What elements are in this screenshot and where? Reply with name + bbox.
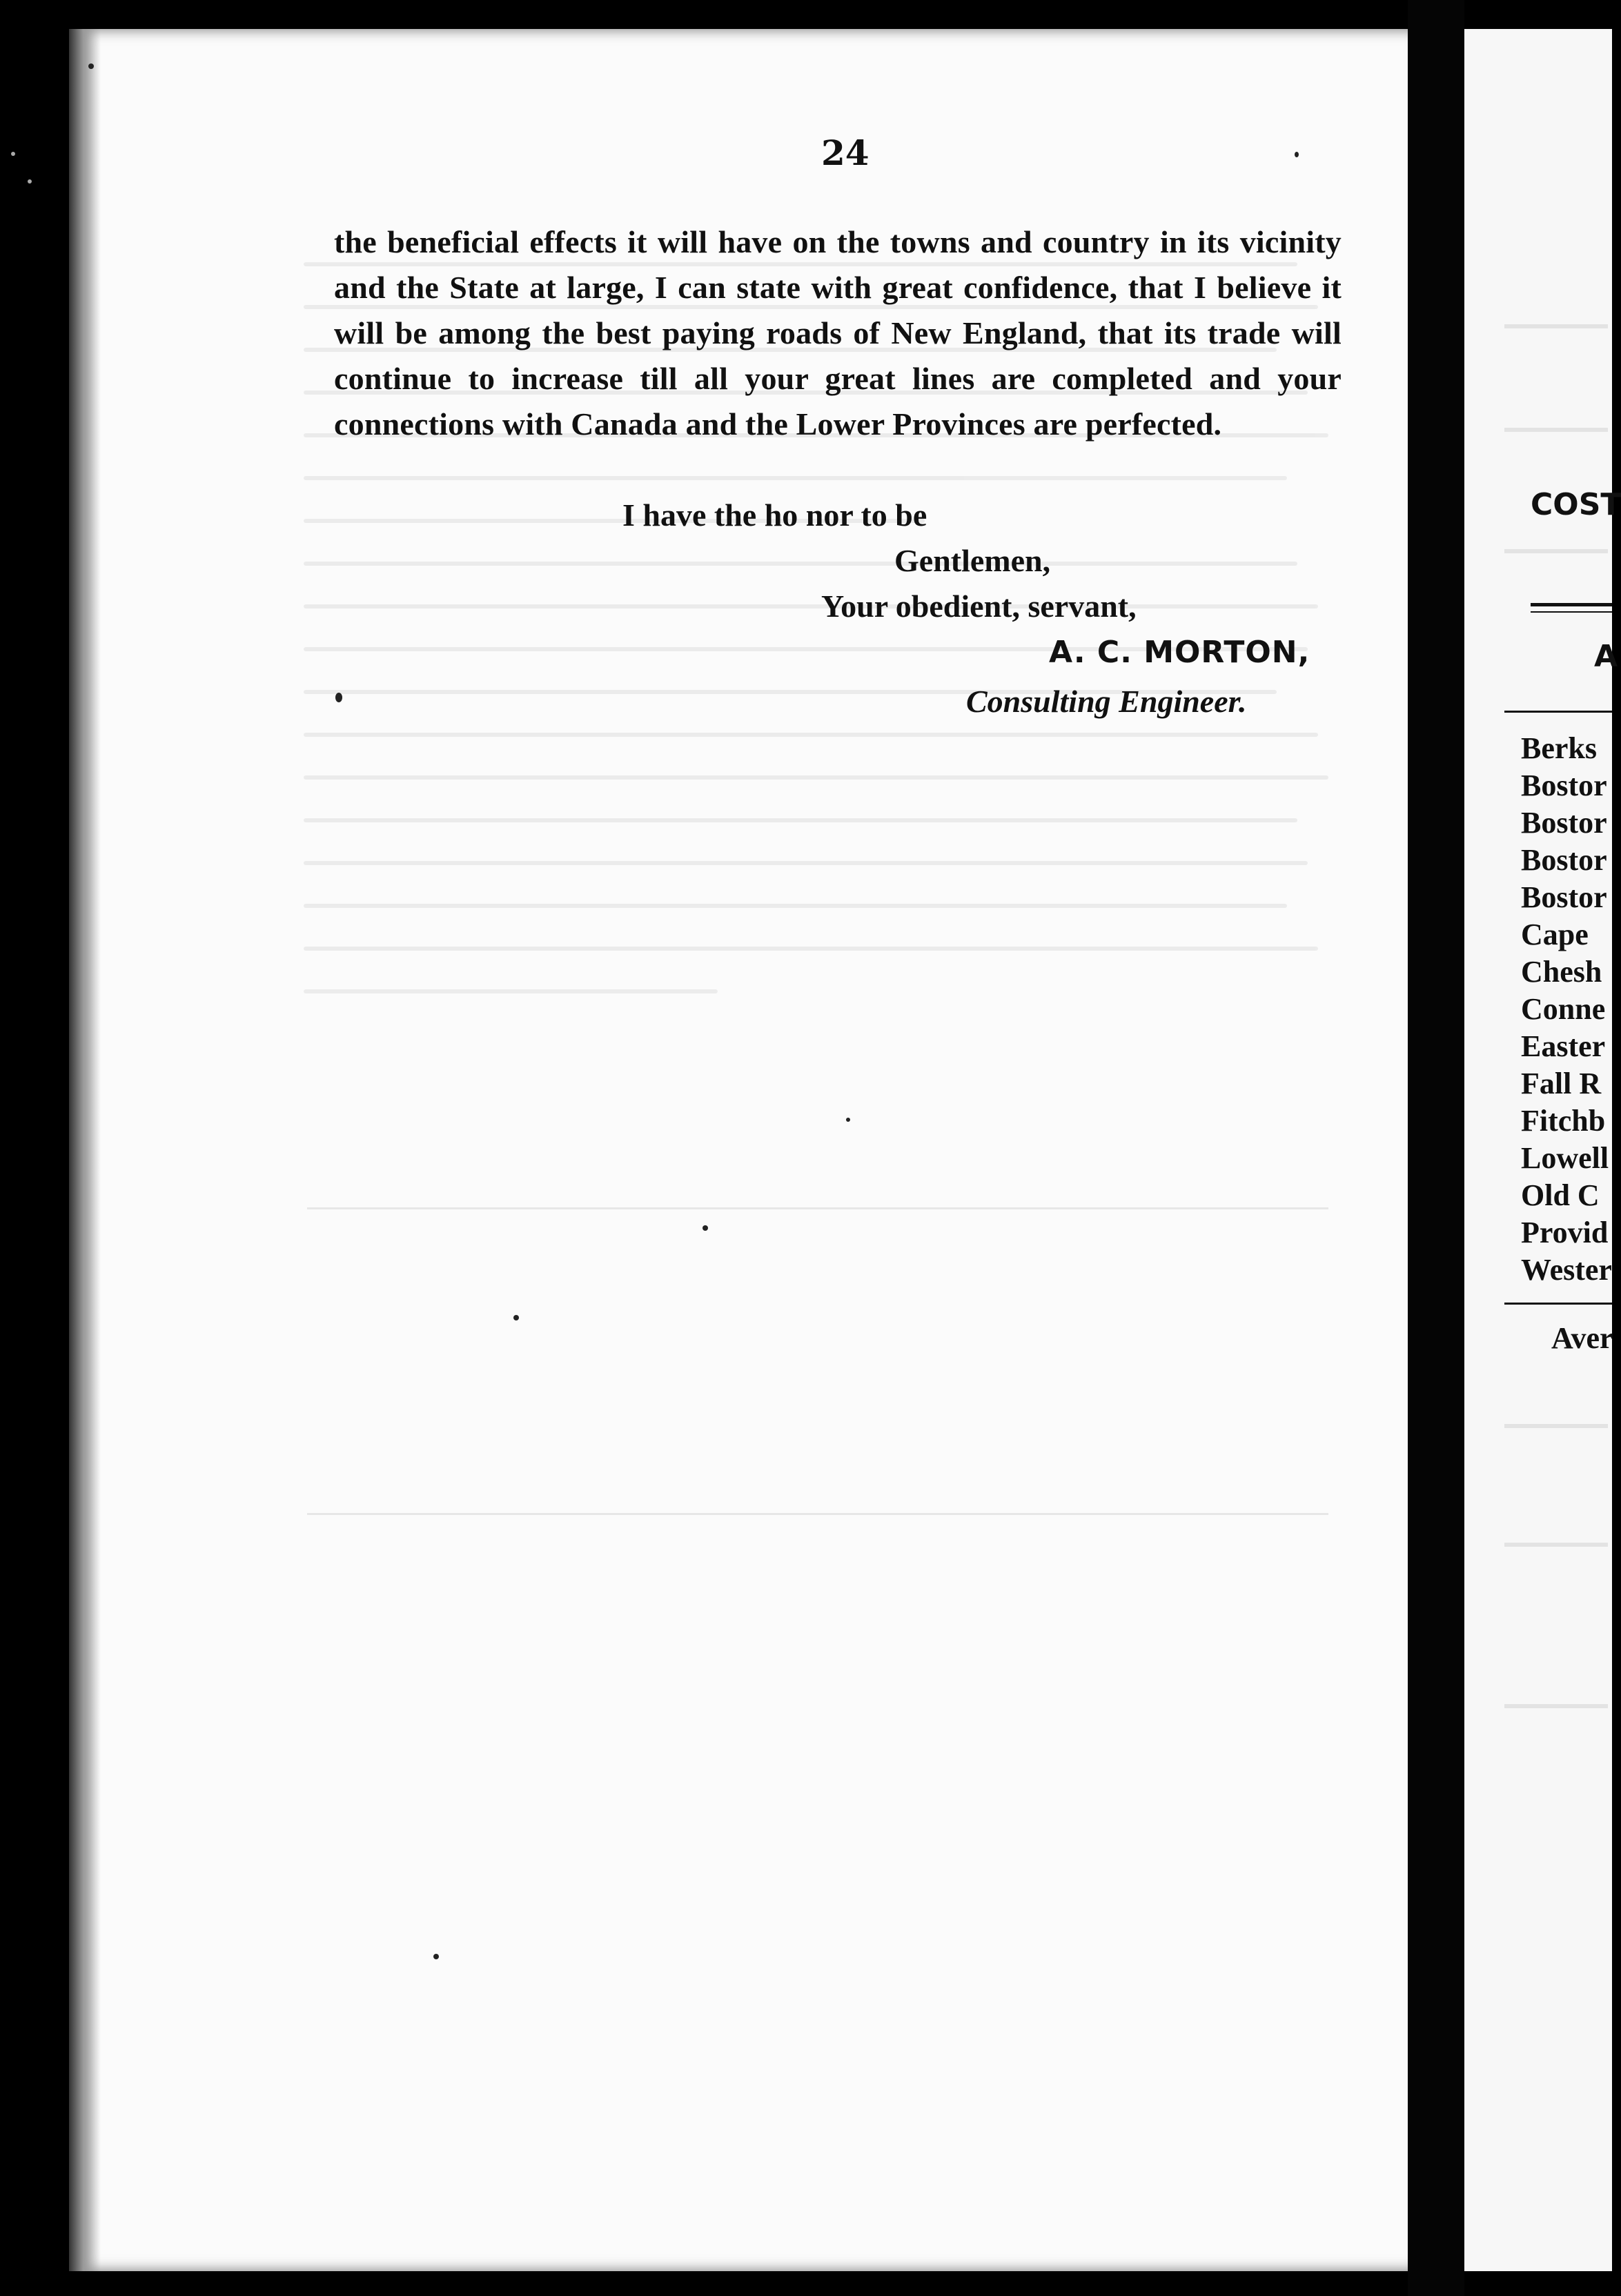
scan-speck [11,152,15,156]
facing-page-heading: COST [1531,487,1621,522]
page-number: 24 [821,132,870,173]
scan-speck [88,63,94,69]
railroad-name-list [1521,730,1612,1289]
railroad-name: Fall R [1521,1067,1602,1100]
bleed-through-line [1504,549,1608,553]
bleed-through-table [307,1207,1328,1515]
railroad-name: Bostor [1521,843,1607,877]
railroad-name: Easter [1521,1029,1606,1063]
railroad-name: Conne [1521,992,1606,1026]
book-spine-gap [1408,0,1464,2296]
facing-page-rule [1531,611,1612,613]
bleed-through-line [1504,1424,1608,1428]
signatory-name: A. C. MORTON, [1049,635,1310,670]
letter-body: the beneficial effects it will have on the towns and country in its vicinity and the State at large, I can state with great confidence, that I believe it will be among the best paying roads of New England, that its trade will continue to increase till all your great lines are completed and your connections with Canada and the Lower Provinces are perfected. [334,224,1342,442]
railroad-name: Bostor [1521,769,1607,802]
scan-speck [703,1225,708,1231]
railroad-name: Cape [1521,918,1589,951]
scan-speck [846,1118,850,1122]
bleed-through-line [1504,1704,1608,1708]
facing-page-average-label: Aver [1551,1321,1613,1355]
bleed-through-line [1504,1543,1608,1547]
facing-page-rule [1531,603,1612,606]
bleed-through-line [1504,324,1608,328]
railroad-name: Bostor [1521,806,1607,840]
railroad-name: Old C [1521,1178,1600,1212]
valediction: Your obedient, servant, [821,588,1137,624]
facing-page-rule [1504,711,1612,713]
railroad-name: Chesh [1521,955,1602,989]
closing-line: I have the ho nor to be [622,497,927,533]
facing-page-rule [1504,1303,1612,1305]
scan-speck [28,179,32,184]
railroad-name: Bostor [1521,880,1607,914]
railroad-name: Wester [1521,1253,1612,1287]
scan-speck [513,1315,519,1320]
scan-speck [1295,152,1299,157]
railroad-name: Fitchb [1521,1104,1606,1138]
railroad-name: Provid [1521,1216,1609,1249]
signatory-title: Consulting Engineer. [966,684,1247,719]
scan-speck [335,693,342,702]
page-gutter-shadow [69,29,101,2271]
railroad-name: Lowell [1521,1141,1609,1175]
scan-speck [433,1954,439,1959]
salutation: Gentlemen, [894,543,1051,578]
bleed-through-line [1504,428,1608,432]
facing-page-section-marker: A [1594,639,1618,674]
railroad-name: Berks [1521,731,1597,765]
